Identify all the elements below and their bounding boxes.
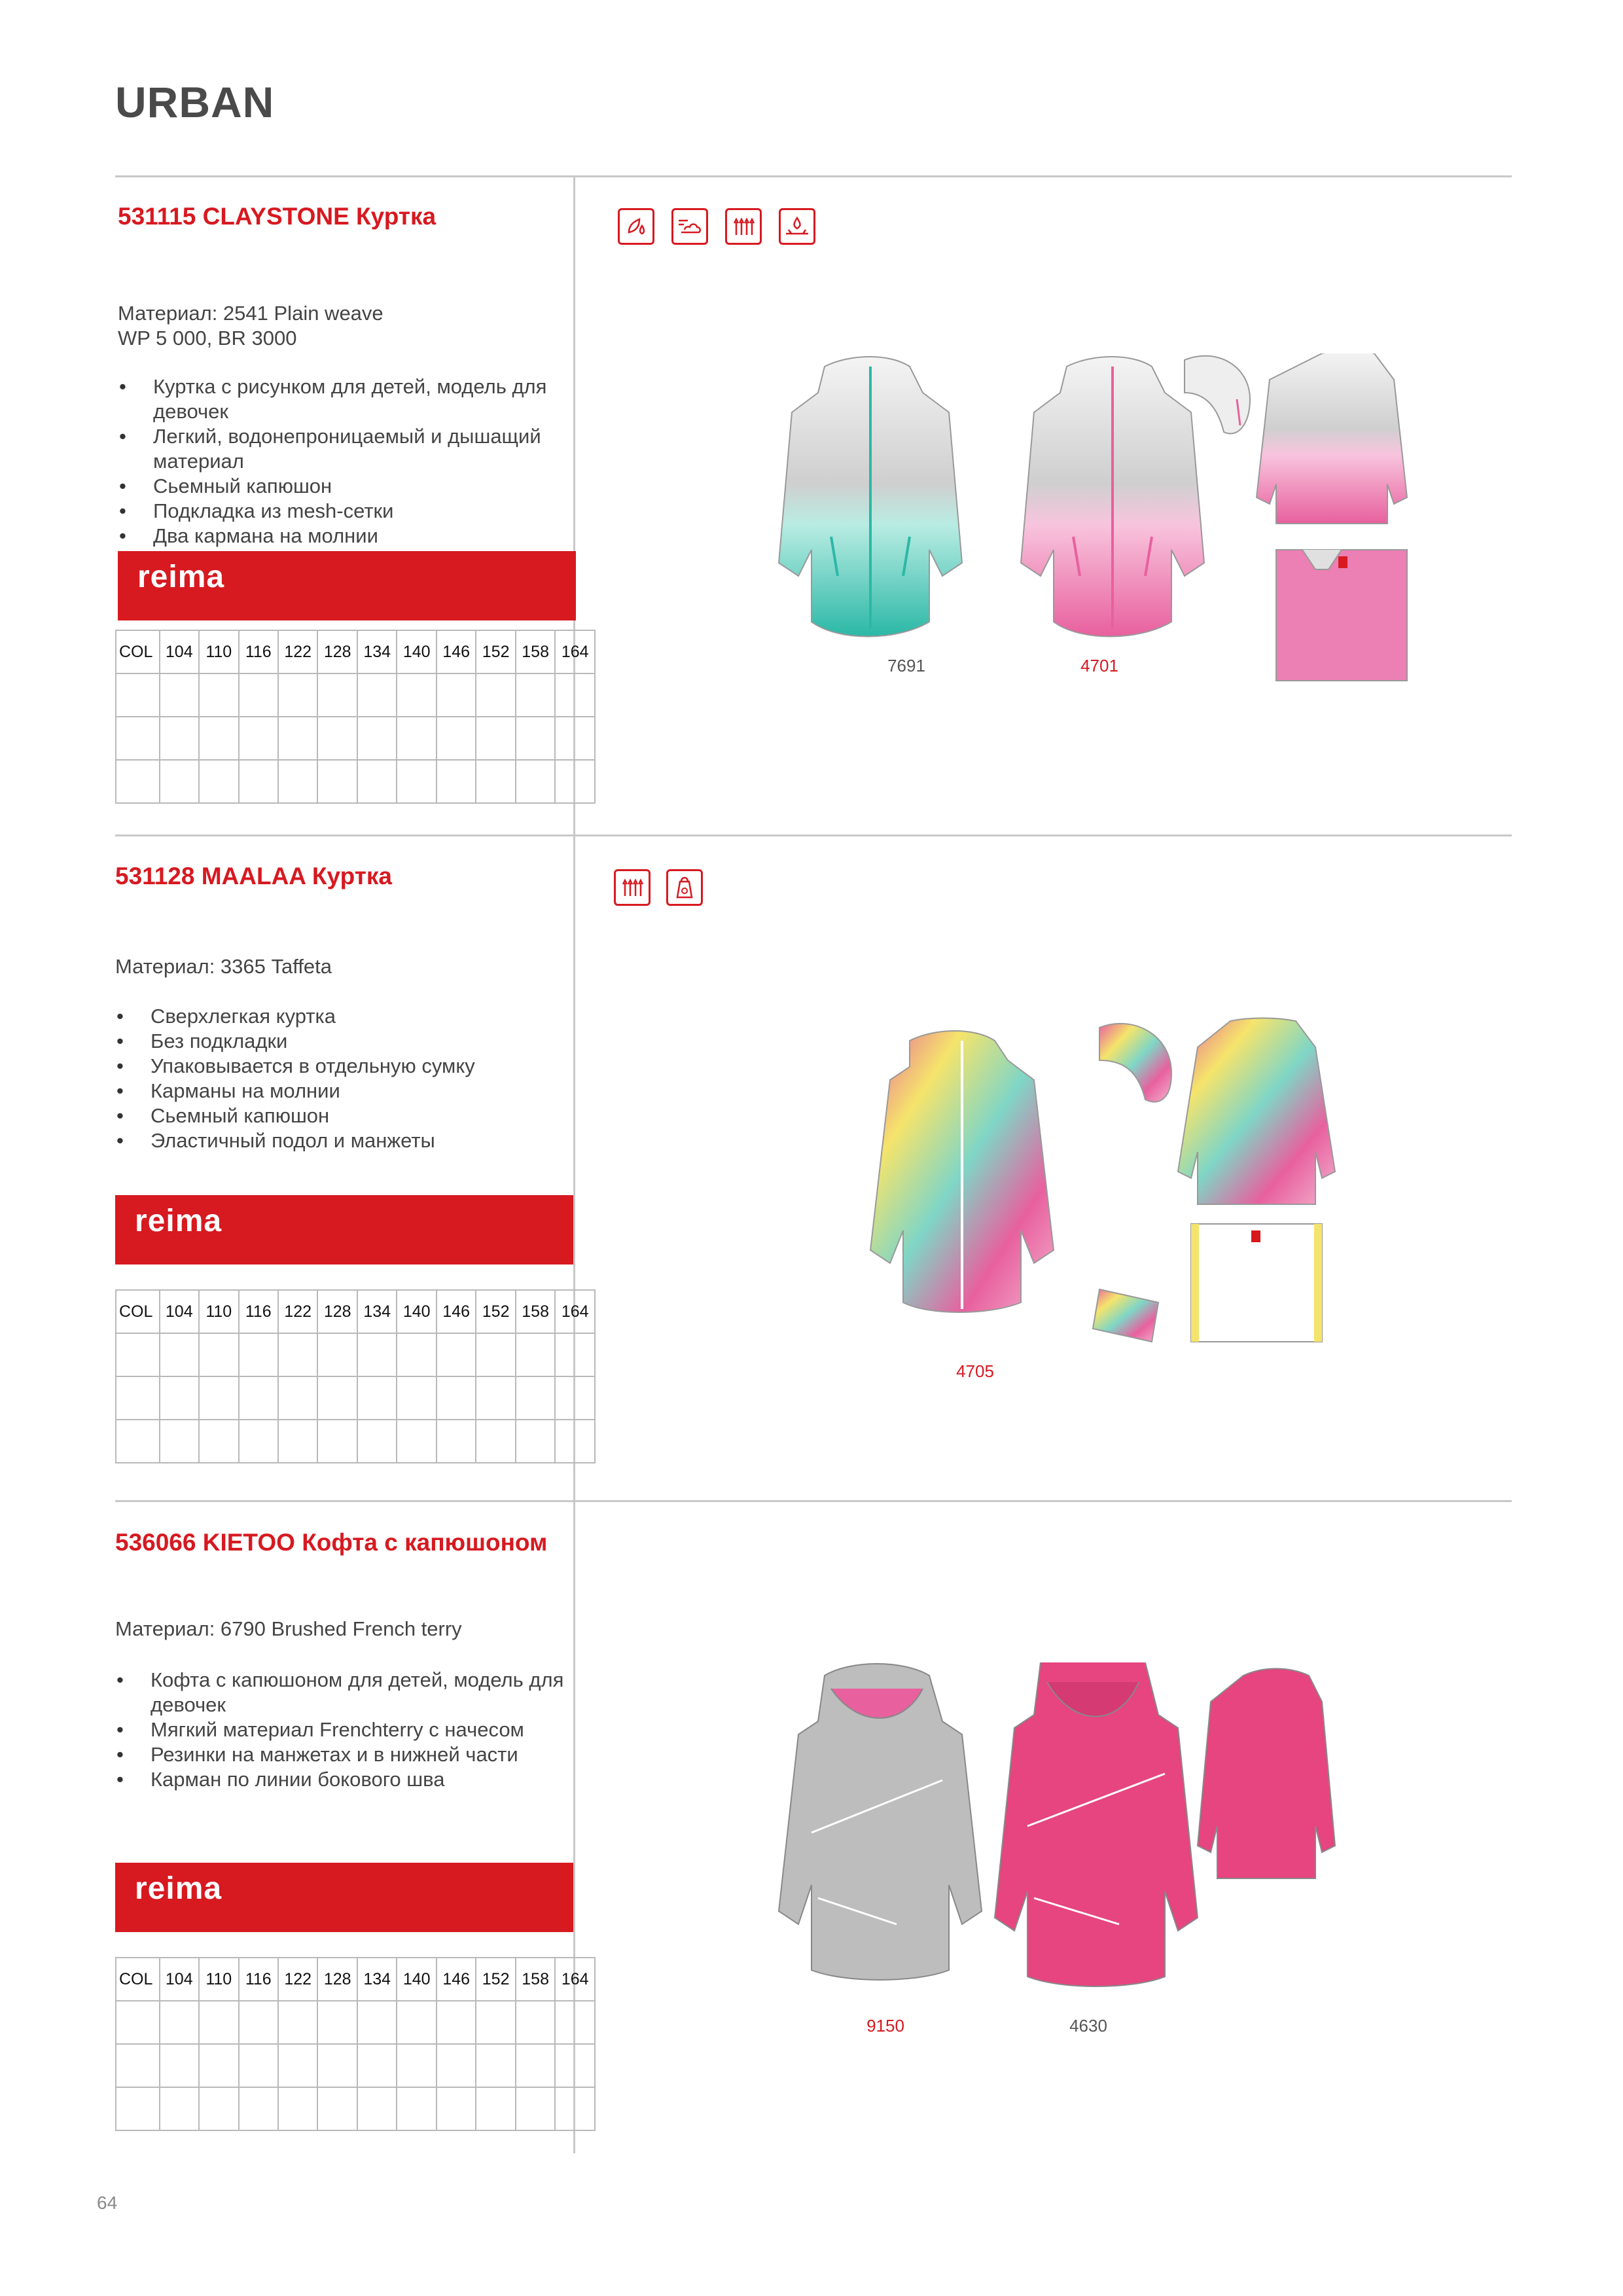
material-info (115, 954, 332, 979)
size-header-cell: 104 (160, 1290, 199, 1333)
size-header-cell: 146 (437, 1958, 476, 2001)
size-header-cell: 134 (357, 630, 397, 673)
size-row (116, 1333, 595, 1376)
color-code: 9150 (866, 2016, 904, 2036)
size-header-cell: 116 (239, 1958, 278, 2001)
size-header-row (116, 630, 595, 673)
feature-item: • Мягкий материал Frenchterry с начесом (115, 1717, 573, 1742)
size-header-cell: 104 (160, 630, 199, 673)
size-header-cell: 140 (397, 1958, 436, 2001)
size-row (116, 2044, 595, 2087)
size-row (116, 2001, 595, 2044)
size-header-cell: 158 (516, 630, 555, 673)
size-row (116, 673, 595, 717)
feature-item: • Без подкладки (115, 1029, 573, 1054)
product-title: 531115 CLAYSTONE Куртка (118, 203, 437, 230)
size-header-cell: 146 (437, 630, 476, 673)
brand-logo: reima (137, 560, 225, 594)
size-row (116, 2087, 595, 2130)
brand-banner (115, 1863, 573, 1932)
color-code: 4701 (1080, 656, 1118, 675)
product-title: 531128 MAALAA Куртка (115, 863, 392, 889)
leaf-drop-icon (618, 208, 654, 245)
feature-item: • Упаковывается в отдельную сумку (115, 1054, 573, 1079)
feature-item: • Подкладка из mesh-сетки (118, 499, 576, 524)
size-header-cell: 164 (555, 1958, 595, 2001)
feature-list (118, 374, 576, 548)
size-table (115, 1957, 596, 2131)
size-header-cell: 104 (160, 1958, 199, 2001)
feature-item: • Сверхлегкая куртка (115, 1004, 573, 1029)
size-header-cell: 122 (278, 1958, 317, 2001)
detachable-hood (1099, 1024, 1171, 1102)
detachable-hood (1185, 356, 1250, 434)
material-line: Материал: 6790 Brushed French terry (115, 1617, 462, 1640)
feature-item: • Резинки на манжетах и в нижней части (115, 1742, 573, 1767)
material-line: WP 5 000, BR 3000 (118, 327, 297, 350)
packing-pouch (1093, 1289, 1158, 1342)
material-line: Материал: 3365 Taffeta (115, 955, 332, 978)
jacket-4701-front (1021, 357, 1204, 637)
breathable-icon (725, 208, 762, 245)
packable-icon (666, 869, 703, 906)
size-header-cell: COL (116, 630, 160, 673)
material-info (118, 301, 383, 351)
section-divider (115, 1500, 1512, 1502)
color-code: 7691 (887, 656, 925, 675)
hoodie-4630-front (995, 1662, 1198, 1986)
feature-item: • Два кармана на молнии (118, 524, 576, 548)
size-table (115, 1289, 596, 1463)
material-info (115, 1617, 462, 1641)
jacket-lining-view (1276, 550, 1407, 681)
size-header-cell: 152 (476, 1958, 515, 2001)
jacket-back-view (1257, 353, 1407, 524)
size-header-row (116, 1958, 595, 2001)
product-illustration (746, 1662, 1387, 1996)
size-header-cell: 122 (278, 1290, 317, 1333)
size-header-cell: COL (116, 1290, 160, 1333)
hoodie-9150-front (779, 1664, 982, 1980)
hoodie-back-view (1198, 1669, 1335, 1879)
jacket-7691-front (779, 357, 962, 637)
feature-item: • Сьемный капюшон (115, 1103, 573, 1128)
jacket-4705-front (870, 1031, 1054, 1312)
size-header-cell: 140 (397, 1290, 436, 1333)
size-header-cell: 146 (437, 1290, 476, 1333)
jacket-back-view (1178, 1018, 1335, 1205)
brand-logo: reima (135, 1204, 223, 1238)
breathable-icon (614, 869, 651, 906)
page-title: URBAN (115, 78, 275, 126)
wind-cloud-icon (671, 208, 708, 245)
size-row (116, 1376, 595, 1420)
feature-item: • Легкий, водонепроницаемый и дышащий материал (118, 424, 576, 474)
size-header-cell: 122 (278, 630, 317, 673)
size-header-cell: 164 (555, 630, 595, 673)
size-header-cell: 158 (516, 1958, 555, 2001)
feature-list (115, 1668, 573, 1792)
size-row (116, 717, 595, 760)
size-header-cell: COL (116, 1958, 160, 2001)
size-header-cell: 140 (397, 630, 436, 673)
feature-list (115, 1004, 573, 1153)
size-header-cell: 110 (199, 630, 238, 673)
feature-item: • Карманы на молнии (115, 1079, 573, 1103)
color-code: 4630 (1069, 2016, 1107, 2036)
size-row (116, 1420, 595, 1463)
size-header-cell: 152 (476, 630, 515, 673)
top-divider (115, 175, 1512, 177)
product-title: 536066 KIETOO Кофта с капюшоном (115, 1529, 548, 1556)
size-header-cell: 134 (357, 1958, 397, 2001)
size-header-cell: 134 (357, 1290, 397, 1333)
size-header-cell: 158 (516, 1290, 555, 1333)
product-illustration (838, 1014, 1427, 1355)
feature-item: • Эластичный подол и манжеты (115, 1128, 573, 1153)
size-header-cell: 110 (199, 1290, 238, 1333)
size-header-cell: 128 (317, 630, 357, 673)
feature-item: • Сьемный капюшон (118, 474, 576, 499)
material-line: Материал: 2541 Plain weave (118, 302, 383, 325)
page-number: 64 (97, 2193, 118, 2213)
brand-banner (118, 551, 576, 620)
feature-item: • Куртка с рисунком для детей, модель для девочек (118, 374, 576, 424)
size-header-cell: 164 (555, 1290, 595, 1333)
size-header-cell: 116 (239, 630, 278, 673)
product-illustration (766, 353, 1420, 694)
color-code: 4705 (956, 1361, 994, 1381)
size-table (115, 630, 596, 804)
size-header-cell: 128 (317, 1290, 357, 1333)
size-header-cell: 152 (476, 1290, 515, 1333)
brand-banner (115, 1195, 573, 1265)
size-header-row (116, 1290, 595, 1333)
brand-logo: reima (135, 1871, 223, 1906)
size-row (116, 760, 595, 803)
waterproof-icon (779, 208, 815, 245)
section-divider (115, 834, 1512, 836)
size-header-cell: 110 (199, 1958, 238, 2001)
size-header-cell: 116 (239, 1290, 278, 1333)
feature-item: • Кофта с капюшоном для детей, модель для девочек (115, 1668, 573, 1717)
size-header-cell: 128 (317, 1958, 357, 2001)
jacket-lining-view (1191, 1224, 1322, 1342)
feature-item: • Карман по линии бокового шва (115, 1767, 573, 1792)
